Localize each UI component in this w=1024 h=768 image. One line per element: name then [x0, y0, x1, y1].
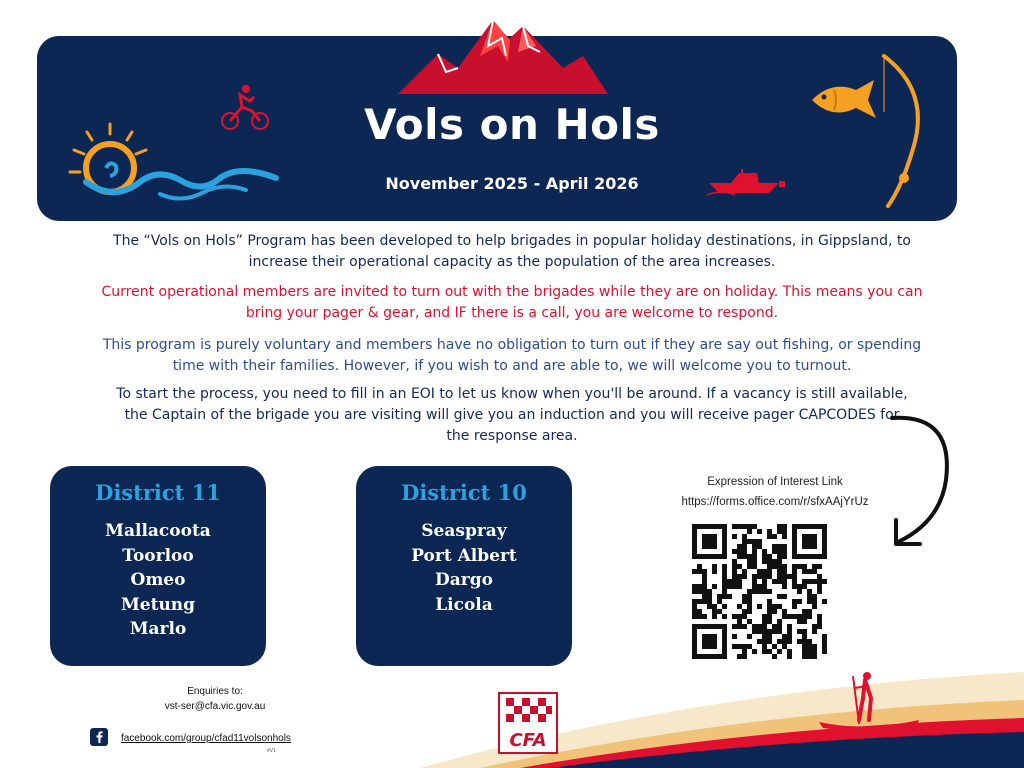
enquiries-email[interactable]: vst-ser@cfa.vic.gov.au: [164, 701, 266, 712]
town-item: Licola: [435, 594, 493, 615]
town-item: Marlo: [129, 619, 187, 639]
paddleboarder-icon: [815, 668, 925, 734]
facebook-icon[interactable]: [90, 728, 108, 746]
town-item: Mallacoota: [105, 521, 211, 541]
district-towns: [50, 519, 266, 642]
invitation-paragraph: Current operational members are invited to turn out with the brigades while they are on holiday. This means you can bring your pager & gear, and IF there is a call, you are welcome to respond.: [101, 284, 923, 321]
facebook-link[interactable]: facebook.com/group/cfad11volsonhols: [121, 733, 291, 744]
page-title: Vols on Hols: [364, 100, 660, 149]
district-towns: [356, 519, 572, 617]
town-item: Port Albert: [411, 545, 517, 566]
town-item: Seaspray: [421, 521, 507, 541]
district-title: District 11: [95, 480, 221, 505]
qr-code-icon[interactable]: [692, 524, 827, 659]
cfa-logo: [498, 692, 558, 754]
version-label: #V1: [267, 748, 276, 754]
town-item: Metung: [120, 594, 196, 615]
voluntary-paragraph: This program is purely voluntary and members have no obligation to turn out if they are say out fishing, or spending time with their families. However, if you wish to and are able to, we will welcome you to turnout.: [102, 337, 922, 374]
district-10-card: [356, 466, 572, 666]
curved-arrow-icon: [884, 410, 964, 550]
mountain-icon: [398, 16, 608, 96]
town-item: Omeo: [130, 570, 186, 590]
eoi-label: Expression of Interest Link: [707, 476, 843, 488]
program-dates: November 2025 - April 2026: [385, 174, 639, 193]
intro-paragraph: The “Vols on Hols” Program has been developed to help brigades in popular holiday destinations, in Gippsland, to increase their operational capacity as the population of the area increases.: [113, 233, 911, 270]
enquiries-label: Enquiries to:: [187, 686, 243, 697]
district-11-card: [50, 466, 266, 666]
town-item: Dargo: [435, 570, 493, 590]
svg-text:CFA: CFA: [509, 730, 547, 751]
town-item: Toorloo: [122, 545, 194, 566]
district-title: District 10: [401, 480, 527, 505]
process-paragraph: To start the process, you need to fill in an EOI to let us know when you'll be around. If a vacancy is still available, the Captain of the brigade you are visiting will give you an induction and you will receive pager CAPCODES for the response area.: [116, 386, 908, 444]
eoi-link[interactable]: https://forms.office.com/r/sfxAAjYrUz: [681, 496, 869, 508]
